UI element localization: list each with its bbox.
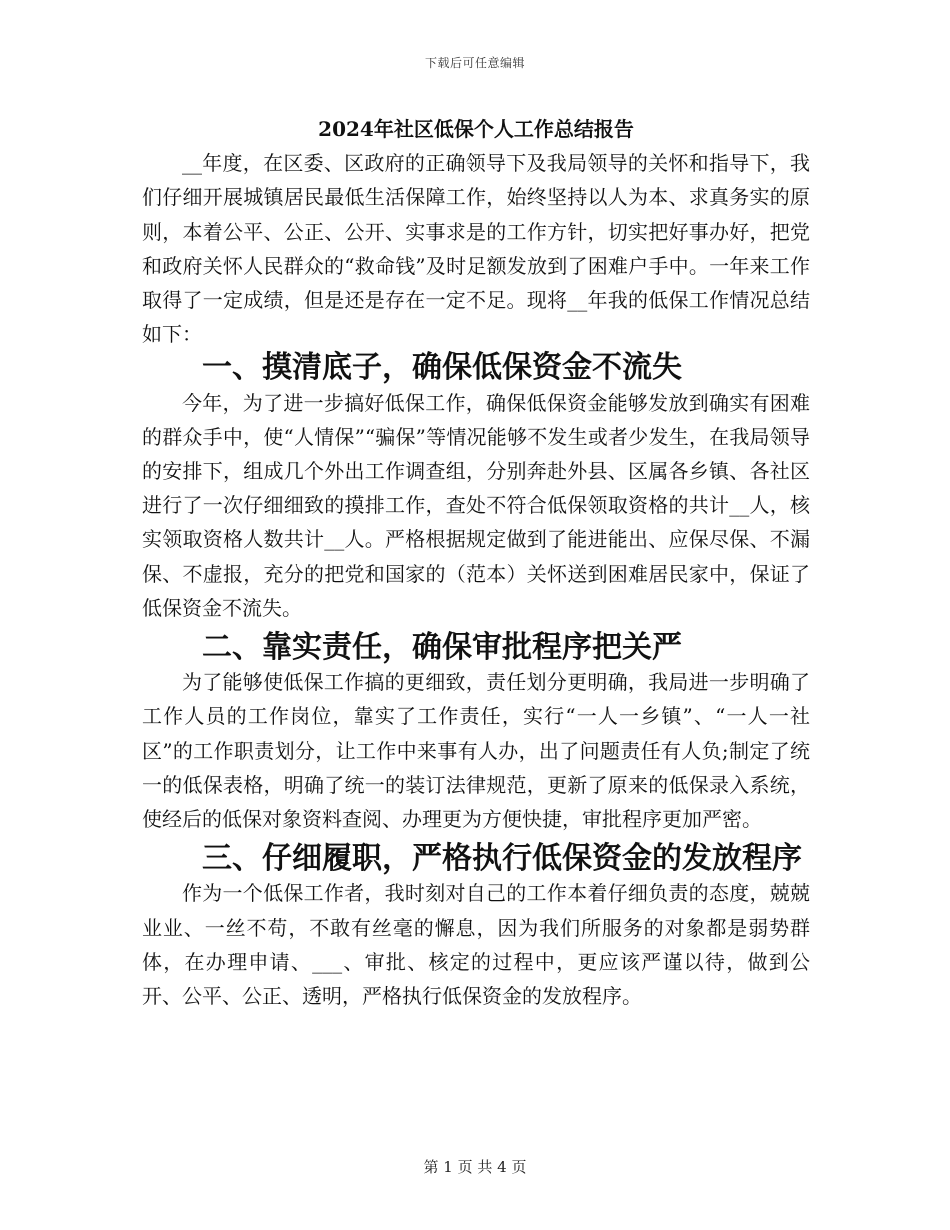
intro-paragraph: __年度，在区委、区政府的正确领导下及我局领导的关怀和指导下，我们仔细开展城镇居民最低生活保障工作，始终坚持以人为本、求真务实的原则，本着公平、公正、公开、实事求是的工作方针，切实把好事办好，把党和政府关怀人民群众的“救命钱”及时足额发放到了困难户手中。一年来工作取得了一定成绩，但是还是存在一定不足。现将__年我的低保工作情况总结如下： xyxy=(142,151,810,347)
header-note: 下载后可任意编辑 xyxy=(424,56,525,70)
section-3-body: 作为一个低保工作者，我时刻对自己的工作本着仔细负责的态度，兢兢业业、一丝不苟，不敢有丝毫的懈息，因为我们所服务的对象都是弱势群体，在办理申请、___、审批、核定的过程中，更应该严谨以待，做到公开、公平、公正、透明，严格执行低保资金的发放程序。 xyxy=(142,881,810,1009)
section-1-heading: 一、摸清底子，确保低保资金不流失 xyxy=(202,350,682,386)
section-1-body: 今年，为了进一步搞好低保工作，确保低保资金能够发放到确实有困难的群众手中，使“人情保”“骗保”等情况能够不发生或者少发生，在我局领导的安排下，组成几个外出工作调查组，分别奔赴外县、区属各乡镇、各社区进行了一次仔细细致的摸排工作，查处不符合低保领取资格的共计__人，核实领取资格人数共计__人。严格根据规定做到了能进能出、应保尽保、不漏保、不虚报，充分的把党和国家的（范本）关怀送到困难居民家中，保证了低保资金不流失。 xyxy=(142,390,810,620)
section-2-heading: 二、靠实责任，确保审批程序把关严 xyxy=(202,630,682,666)
document-body xyxy=(142,112,810,1013)
page-number: 第 1 页 共 4 页 xyxy=(423,1158,527,1176)
section-2-body: 为了能够使低保工作搞的更细致，责任划分更明确，我局进一步明确了工作人员的工作岗位，靠实了工作责任，实行“一人一乡镇”、“一人一社区”的工作职责划分，让工作中来事有人办，出了问题责任有人负;制定了统一的低保表格，明确了统一的装订法律规范，更新了原来的低保录入系统，使经后的低保对象资料查阅、办理更为方便快捷，审批程序更加严密。 xyxy=(142,670,810,832)
section-3-heading: 三、仔细履职，严格执行低保资金的发放程序 xyxy=(202,841,802,877)
document-title: 2024年社区低保个人工作总结报告 xyxy=(318,117,634,141)
